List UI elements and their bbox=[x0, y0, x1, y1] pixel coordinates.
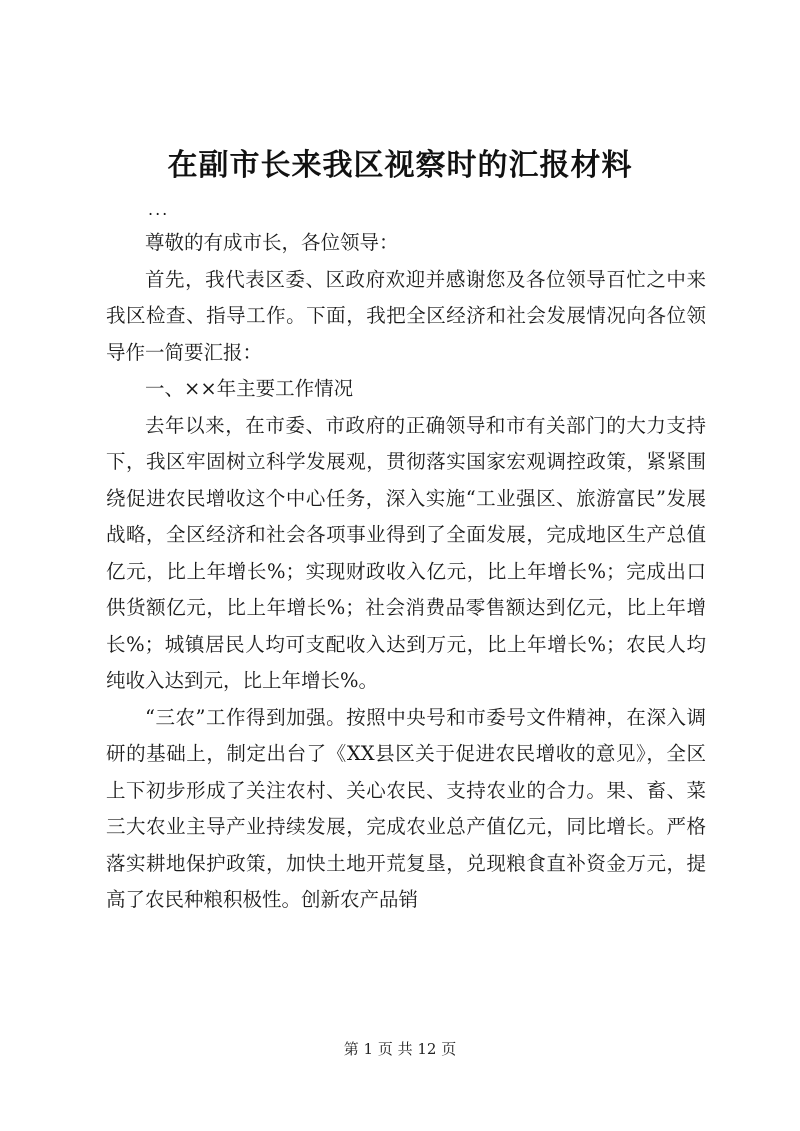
salutation-paragraph: 尊敬的有成市长，各位领导： bbox=[145, 231, 399, 254]
document-body bbox=[106, 225, 706, 919]
document-title: 在副市长来我区视察时的汇报材料 bbox=[167, 148, 633, 183]
opening-paragraph: 首先，我代表区委、区政府欢迎并感谢您及各位领导百忙之中来我区检查、指导工作。下面，我把全区经济和社会发展情况向各位领导作一简要汇报： bbox=[106, 267, 706, 364]
ellipsis-marker: ... bbox=[148, 200, 170, 219]
section-heading: 一、××年主要工作情况 bbox=[145, 377, 354, 400]
body-paragraph: “三农”工作得到加强。按照中央号和市委号文件精神，在深入调研的基础上，制定出台了《XX县区关于促进农民增收的意见》，全区上下初步形成了关注农村、关心农民、支持农业的合力。果、畜、菜三大农业主导产业持续发展，完成农业总产值亿元，同比增长。严格落实耕地保护政策，加快土地开荒复垦，兑现粮食直补资金万元，提高了农民种粮积极性。创新农产品销 bbox=[106, 705, 706, 911]
page-footer: 第 1 页 共 12 页 bbox=[343, 1040, 457, 1058]
body-paragraph: 去年以来，在市委、市政府的正确领导和市有关部门的大力支持下，我区牢固树立科学发展观，贯彻落实国家宏观调控政策，紧紧围绕促进农民增收这个中心任务，深入实施“工业强区、旅游富民”发展战略，全区经济和社会各项事业得到了全面发展，完成地区生产总值亿元，比上年增长%；实现财政收入亿元，比上年增长%；完成出口供货额亿元，比上年增长%；社会消费品零售额达到亿元，比上年增长%；城镇居民人均可支配收入达到万元，比上年增长%；农民人均纯收入达到元，比上年增长%。 bbox=[106, 413, 706, 692]
